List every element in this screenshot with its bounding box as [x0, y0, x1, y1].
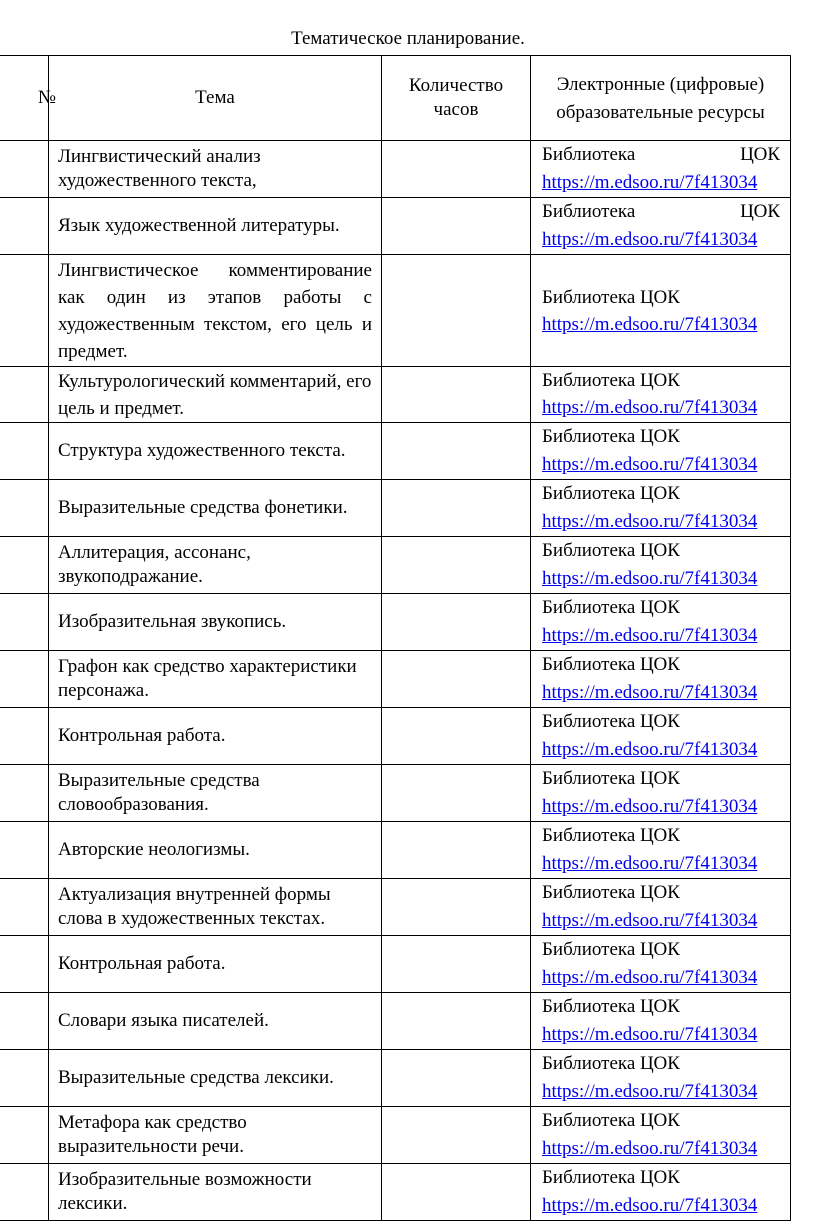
topic-cell: Изобразительные возможности лексики.	[49, 1164, 382, 1221]
resource-label: Библиотека ЦОК	[542, 996, 680, 1017]
resource-cell	[531, 651, 791, 708]
hours-cell	[382, 708, 531, 765]
resource-cell	[531, 423, 791, 480]
table-row	[0, 141, 791, 198]
hours-cell	[382, 1107, 531, 1164]
resource-label-word: ЦОК	[740, 201, 780, 222]
resource-label: Библиотека ЦОК	[542, 939, 680, 960]
table-row	[0, 1107, 791, 1164]
resource-link[interactable]: https://m.edsoo.ru/7f413034	[542, 967, 758, 988]
resource-label: Библиотека ЦОК	[542, 370, 680, 391]
table-row	[0, 879, 791, 936]
table-row	[0, 198, 791, 255]
topic-cell: Словари языка писателей.	[49, 993, 382, 1050]
resource-cell	[531, 1164, 791, 1221]
hours-cell	[382, 480, 531, 537]
table-row	[0, 1050, 791, 1107]
resource-label-word: ЦОК	[740, 144, 780, 165]
row-num-cell	[0, 255, 49, 367]
resource-link[interactable]: https://m.edsoo.ru/7f413034	[542, 397, 758, 418]
resource-cell	[531, 594, 791, 651]
hours-cell	[382, 198, 531, 255]
topic-cell: Выразительные средства словообразования.	[49, 765, 382, 822]
topic-cell: Метафора как средство выразительности речи.	[49, 1107, 382, 1164]
table-row	[0, 651, 791, 708]
resource-label: Библиотека ЦОК	[542, 286, 680, 308]
hours-cell	[382, 423, 531, 480]
row-num-cell	[0, 936, 49, 993]
resource-link[interactable]: https://m.edsoo.ru/7f413034	[542, 739, 758, 760]
resource-label: Библиотека ЦОК	[542, 426, 680, 447]
resource-label	[542, 141, 780, 169]
topic-cell: Лингвистический анализ художественного текста,	[49, 141, 382, 198]
resource-cell	[531, 480, 791, 537]
resource-label: Библиотека ЦОК	[542, 654, 680, 675]
resource-link[interactable]: https://m.edsoo.ru/7f413034	[542, 511, 758, 532]
topic-cell: Лингвистическое комментирование как один из этапов работы с художественным текстом, его цель и предмет.	[49, 255, 382, 367]
table-row	[0, 594, 791, 651]
topic-cell: Авторские неологизмы.	[49, 822, 382, 879]
topic-cell: Выразительные средства лексики.	[49, 1050, 382, 1107]
table-row	[0, 936, 791, 993]
resource-cell	[531, 1050, 791, 1107]
resource-cell	[531, 537, 791, 594]
hours-cell	[382, 537, 531, 594]
topic-cell: Изобразительная звукопись.	[49, 594, 382, 651]
header-num: №	[0, 56, 49, 141]
row-num-cell	[0, 765, 49, 822]
table-row	[0, 480, 791, 537]
resource-label: Библиотека ЦОК	[542, 768, 680, 789]
row-num-cell	[0, 594, 49, 651]
resource-label-word: Библиотека	[542, 144, 636, 165]
row-num-cell	[0, 822, 49, 879]
hours-cell	[382, 141, 531, 198]
resource-link[interactable]: https://m.edsoo.ru/7f413034	[542, 853, 758, 874]
resource-link[interactable]: https://m.edsoo.ru/7f413034	[542, 172, 758, 193]
hours-cell	[382, 255, 531, 367]
row-num-cell	[0, 1050, 49, 1107]
topic-cell: Актуализация внутренней формы слова в художественных текстах.	[49, 879, 382, 936]
resource-label: Библиотека ЦОК	[542, 1053, 680, 1074]
row-num-cell	[0, 537, 49, 594]
resource-link[interactable]: https://m.edsoo.ru/7f413034	[542, 1195, 758, 1216]
header-topic: Тема	[49, 56, 382, 141]
resource-cell	[531, 822, 791, 879]
resource-label: Библиотека ЦОК	[542, 597, 680, 618]
table-header-row	[0, 56, 791, 141]
table-row	[0, 537, 791, 594]
hours-cell	[382, 1164, 531, 1221]
table-row	[0, 822, 791, 879]
table-row	[0, 993, 791, 1050]
resource-cell	[531, 765, 791, 822]
table-row	[0, 255, 791, 367]
resource-label: Библиотека ЦОК	[542, 1110, 680, 1131]
resource-cell	[531, 141, 791, 198]
row-num-cell	[0, 423, 49, 480]
topic-cell: Графон как средство характеристики персонажа.	[49, 651, 382, 708]
resource-label: Библиотека ЦОК	[542, 711, 680, 732]
resource-cell	[531, 198, 791, 255]
row-num-cell	[0, 1164, 49, 1221]
resource-cell	[531, 936, 791, 993]
resource-label: Библиотека ЦОК	[542, 825, 680, 846]
resource-link[interactable]: https://m.edsoo.ru/7f413034	[542, 910, 758, 931]
resource-link[interactable]: https://m.edsoo.ru/7f413034	[542, 1081, 758, 1102]
row-num-cell	[0, 993, 49, 1050]
hours-cell	[382, 765, 531, 822]
table-row	[0, 367, 791, 423]
topic-cell: Культурологический комментарий, его цель и предмет.	[49, 367, 382, 423]
resource-cell	[531, 708, 791, 765]
table-row	[0, 423, 791, 480]
resource-cell	[531, 367, 791, 423]
row-num-cell	[0, 651, 49, 708]
topic-cell: Аллитерация, ассонанс, звукоподражание.	[49, 537, 382, 594]
hours-cell	[382, 1050, 531, 1107]
hours-cell	[382, 651, 531, 708]
hours-cell	[382, 993, 531, 1050]
topic-cell: Контрольная работа.	[49, 708, 382, 765]
resource-label: Библиотека ЦОК	[542, 540, 680, 561]
header-hours: Количество часов	[382, 56, 531, 141]
hours-cell	[382, 936, 531, 993]
resource-label-word: Библиотека	[542, 201, 636, 222]
header-resources: Электронные (цифровые) образовательные ресурсы	[531, 56, 791, 141]
hours-cell	[382, 879, 531, 936]
table-row	[0, 765, 791, 822]
topic-cell: Язык художественной литературы.	[49, 198, 382, 255]
resource-label: Библиотека ЦОК	[542, 483, 680, 504]
row-num-cell	[0, 480, 49, 537]
row-num-cell	[0, 1107, 49, 1164]
resource-label: Библиотека ЦОК	[542, 1167, 680, 1188]
resource-link[interactable]: https://m.edsoo.ru/7f413034	[542, 682, 758, 703]
resource-link[interactable]: https://m.edsoo.ru/7f413034	[542, 313, 758, 335]
row-num-cell	[0, 879, 49, 936]
resource-label	[542, 198, 780, 226]
hours-cell	[382, 822, 531, 879]
resource-link[interactable]: https://m.edsoo.ru/7f413034	[542, 229, 758, 250]
thematic-plan-table	[0, 55, 791, 1221]
row-num-cell	[0, 367, 49, 423]
row-num-cell	[0, 141, 49, 198]
resource-label: Библиотека ЦОК	[542, 882, 680, 903]
resource-link[interactable]: https://m.edsoo.ru/7f413034	[542, 1138, 758, 1159]
resource-link[interactable]: https://m.edsoo.ru/7f413034	[542, 1024, 758, 1045]
row-num-cell	[0, 198, 49, 255]
resource-link[interactable]: https://m.edsoo.ru/7f413034	[542, 625, 758, 646]
hours-cell	[382, 594, 531, 651]
row-num-cell	[0, 708, 49, 765]
topic-cell: Контрольная работа.	[49, 936, 382, 993]
hours-cell	[382, 367, 531, 423]
topic-cell: Структура художественного текста.	[49, 423, 382, 480]
resource-link[interactable]: https://m.edsoo.ru/7f413034	[542, 454, 758, 475]
resource-link[interactable]: https://m.edsoo.ru/7f413034	[542, 796, 758, 817]
page-title: Тематическое планирование.	[291, 28, 525, 49]
table-row	[0, 708, 791, 765]
resource-cell	[531, 993, 791, 1050]
resource-cell	[531, 879, 791, 936]
resource-cell	[531, 1107, 791, 1164]
topic-cell: Выразительные средства фонетики.	[49, 480, 382, 537]
resource-cell	[531, 255, 791, 367]
resource-link[interactable]: https://m.edsoo.ru/7f413034	[542, 568, 758, 589]
table-row	[0, 1164, 791, 1221]
